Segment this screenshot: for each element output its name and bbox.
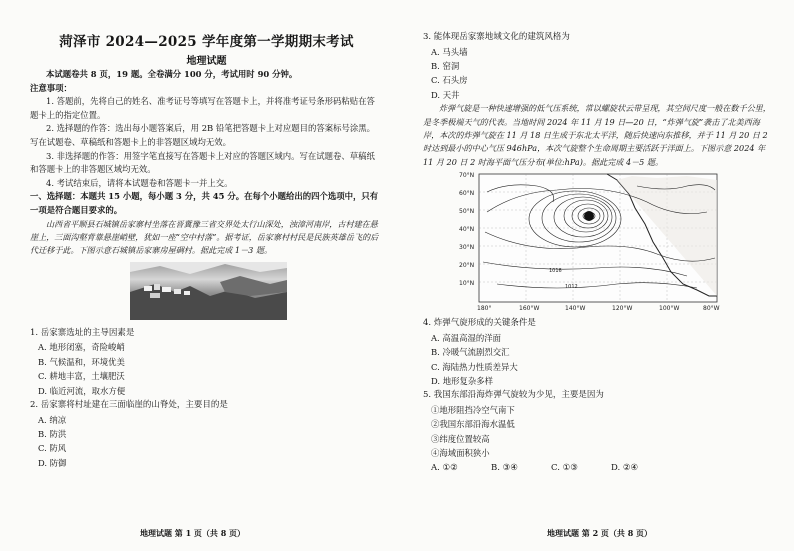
question-3-option[interactable]: C. 石头房: [431, 75, 468, 86]
village-photo-art: [130, 262, 287, 320]
right-page: [397, 0, 794, 551]
question-5-choice[interactable]: B. ③④: [491, 462, 518, 473]
question-2-stem: 2. 岳家寨将村址建在三面临崖的山脊处，主要目的是: [30, 399, 228, 410]
passage-yuejiazhai: 山西省平顺县石城镇岳家寨村坐落在晋冀豫三省交界处太行山深处，浊漳河南岸，古村建在悬崖上，三面沟壑背靠悬崖峭壁，犹如一座“空中村落”。据考证，岳家寨村村民是民族英雄岳飞的后代迁移于此。下图示意石城镇岳家寨房屋碉村。据此完成 1－3 题。: [30, 218, 379, 256]
question-4-stem: 4. 炸弹气旋形成的关键条件是: [423, 318, 536, 329]
question-5-item: ③纬度位置较高: [431, 433, 490, 444]
lon-label: 80°W: [703, 305, 720, 313]
notice-heading: 注意事项：: [30, 82, 72, 93]
isobar-label: 1016: [549, 268, 562, 275]
question-1-option[interactable]: D. 临近河流，取水方便: [38, 385, 126, 396]
question-1-option[interactable]: A. 地形闭塞，奇险峻峭: [38, 342, 125, 353]
exam-intro: 本试题卷共 8 页，19 题。全卷满分 100 分，考试用时 90 分钟。: [46, 69, 298, 79]
lon-label: 140°W: [565, 305, 586, 313]
question-1-option[interactable]: B. 气候温和，环境优美: [38, 356, 125, 367]
passage-bomb-cyclone: 炸弹气旋是一种快速增强的低气压系统，常以螺旋状云带呈现，其空间尺度一般在数千公里，是冬季极端天气的代表。当地时间 2024 年 11 月 19 日—20 日，“炸弹气旋”袭击了北美西海岸，本次的炸弹气旋在 11 月 18 日生成于东北太平洋，随后快速向东推移，并于 11 月 20 日 2 时达到最小的中心气压 946hPa，本次气旋整个生命周期主要活跃于洋面上。下图示意 2024 年 11 月 20 日 2 时海平面气压分布(单位:hPa)。据此完成 4－5 题。: [423, 103, 771, 167]
question-1-option[interactable]: C. 耕地丰富，土壤肥沃: [38, 371, 125, 382]
question-4-option[interactable]: A. 高温高湿的洋面: [431, 332, 501, 343]
page-1-footer: 地理试题 第 1 页（共 8 页）: [140, 528, 246, 538]
notice-1: 1. 答题前，先将自己的姓名、准考证号等填写在答题卡上，并将准考证号条形码粘贴在答题卡上的指定位置。: [30, 96, 375, 120]
question-5-stem: 5. 我国东部沿海炸弹气旋较为少见，主要是因为: [423, 390, 604, 401]
question-5-choices: [423, 461, 774, 476]
question-4-option[interactable]: B. 冷暖气流剧烈交汇: [431, 347, 510, 358]
question-5-item: ①地形阻挡冷空气南下: [431, 405, 515, 416]
question-5-item: ②我国东部沿海水温低: [431, 419, 515, 430]
question-1-stem: 1. 岳家寨选址的主导因素是: [30, 327, 135, 338]
lon-label: 160°W: [519, 305, 540, 313]
question-4-option[interactable]: D. 地形复杂多样: [431, 376, 493, 387]
lon-label: 120°W: [612, 305, 633, 313]
lat-label: 30°N: [459, 244, 475, 252]
question-5-choice[interactable]: D. ②④: [611, 462, 639, 473]
question-2-option[interactable]: C. 防风: [38, 443, 67, 454]
question-4-option[interactable]: C. 海陆热力性质差异大: [431, 361, 518, 372]
notice-4: 4. 考试结束后，请将本试题卷和答题卡一并上交。: [46, 177, 233, 188]
question-5-choice[interactable]: A. ①②: [431, 462, 458, 473]
exam-title: 菏泽市 2024—2025 学年度第一学期期末考试: [59, 34, 354, 50]
lat-label: 50°N: [459, 208, 475, 216]
isobar-label: 1012: [565, 284, 578, 291]
notice-3: 3. 非选择题的作答：用签字笔直接写在答题卡上对应的答题区域内。写在试题卷、草稿纸和答题卡上的非答题区域均无效。: [30, 150, 375, 175]
lon-label: 180°: [477, 305, 492, 313]
lat-label: 20°N: [459, 262, 475, 270]
lat-label: 60°N: [459, 190, 475, 198]
pressure-map-figure: [457, 172, 727, 312]
question-3-option[interactable]: B. 窑洞: [431, 61, 460, 71]
lat-label: 10°N: [459, 280, 475, 288]
question-5-item: ④海域面积狭小: [431, 448, 490, 459]
village-photo: [130, 262, 287, 320]
page-2-footer: 地理试题 第 2 页（共 8 页）: [547, 528, 653, 538]
lat-label: 40°N: [459, 226, 475, 234]
lat-label: 70°N: [459, 172, 475, 180]
question-3-stem: 3. 能体现岳家寨地域文化的建筑风格为: [423, 32, 570, 42]
pressure-map: [457, 172, 727, 312]
lon-label: 100°W: [659, 305, 680, 313]
question-2-option[interactable]: B. 防洪: [38, 428, 67, 439]
question-3-option[interactable]: A. 马头墙: [431, 46, 468, 57]
notice-2: 2. 选择题的作答：选出每小题答案后，用 2B 铅笔把答题卡上对应题目的答案标号涂黑。写在试题卷、草稿纸和答题卡上的非答题区域均无效。: [30, 123, 375, 147]
question-3-option[interactable]: D. 天井: [431, 89, 460, 100]
question-2-option[interactable]: A. 纳凉: [38, 414, 67, 425]
exam-subtitle: 地理试题: [186, 56, 227, 67]
question-2-option[interactable]: D. 防御: [38, 457, 67, 468]
section-heading: 一、选择题：本题共 15 小题，每小题 3 分，共 45 分。在每个小题给出的四个选项中，只有一项是符合题目要求的。: [30, 191, 379, 215]
question-5-choice[interactable]: C. ①③: [551, 462, 578, 473]
